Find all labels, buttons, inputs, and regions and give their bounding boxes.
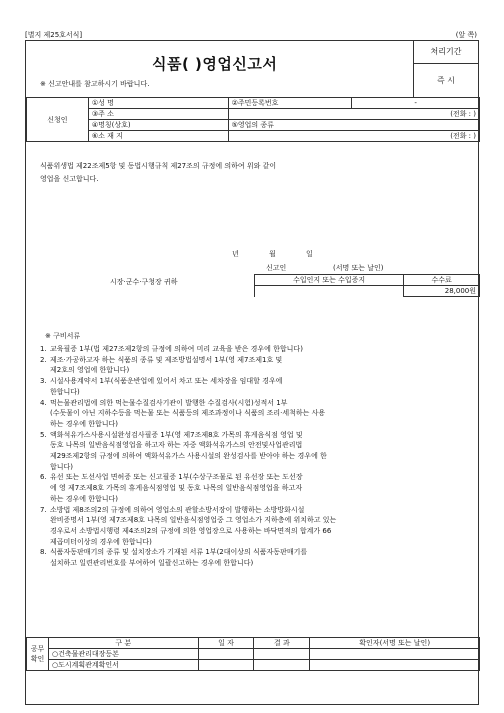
- fee-value: 28,000원: [404, 286, 480, 297]
- form-header: [25, 30, 477, 40]
- location-label: ⑥소 재 지: [88, 131, 228, 142]
- requirements-list: [40, 344, 470, 569]
- official-cell[interactable]: [310, 660, 480, 671]
- location-phone[interactable]: (전화 : ): [228, 131, 479, 142]
- business-name-label: ④명칭(상호): [88, 120, 228, 131]
- form-number: [별지 제25호서식]: [25, 31, 83, 39]
- official-label: 공무 확인: [27, 638, 49, 671]
- fee-table: [254, 274, 480, 297]
- declaration-line-1: 식품위생법 제22조제5항 및 동법시행규칙 제27조의 규정에 의하여 위와 같이: [40, 162, 277, 170]
- requirements-title: ※ 구비서류: [45, 332, 81, 340]
- requirement-item: 6. 유선 또는 도선사업 면허증 또는 신고필증 1부(수상구조물로 된 유선장 또는 도선장 에 영 제7조제8호 가목의 휴게음식점영업 및 동호 나목의 일반음식점영업을 하고자 하는 경우에 한합니다): [40, 473, 303, 503]
- requirement-item: 7. 소방법 제8조의2의 규정에 의하여 영업소의 관할소방서장이 발행하는 소방방화시설 완비증명서 1부(영 제7조제8호 나목의 일반음식점영업중 그 영업소가 지하층에 위치하고 있는 경우로서 소방법시행령 제4조의2의 규정에 의한 영업장으로 사용하는 바닥면적의 합계가 66 제곱미터이상의 경우에 한합니다): [40, 505, 337, 546]
- addressee: 시장·군수·구청장 귀하: [110, 278, 178, 286]
- requirement-item: 5. 액화석유가스사용시설완성검사필증 1부(영 제7조제8호 가목의 휴게음식점 영업 및 동호 나목의 일반음식점영업을 하고자 하는 자중 액화석유가스의 안전및사업관리법 제29조제2항의 규정에 의하여 액화석유가스 사용시설의 완성검사를 받아야 하는 경우에 한 합니다): [40, 430, 327, 471]
- requirement-item: 3. 시설사용계약서 1부(식품운반업에 있어서 차고 또는 세차장을 임대할 경우에 한합니다): [40, 377, 283, 396]
- name-label: ①성 명: [88, 98, 228, 109]
- official-cell[interactable]: [310, 649, 480, 660]
- signature-label: 신고인: [266, 264, 287, 272]
- requirement-item: 1. 교육필증 1부(법 제27조제2항의 규정에 의하여 미리 교육을 받은 경우에 한합니다): [40, 345, 303, 353]
- requirement-item: 4. 먹는물관리법에 의한 먹는물수질검사기관이 발행한 수질검사(시험)성적서 1부 (수돗물이 아닌 지하수등을 먹는물 또는 식품등의 제조과정이나 식품의 조리·세척하는 사용 하는 경우에 한합니다): [40, 398, 326, 428]
- applicant-label: 신청인: [27, 98, 89, 142]
- business-type-label: ⑤영업의 종류: [228, 120, 479, 131]
- page-side: (앞 쪽): [455, 31, 477, 39]
- address-label: ③주 소: [88, 109, 228, 120]
- official-confirmation-table: [26, 637, 480, 671]
- official-cell[interactable]: [254, 649, 310, 660]
- processing-period-label: 처리기간: [414, 41, 478, 64]
- col-date: 일 자: [198, 638, 254, 649]
- date-year: 년: [232, 250, 239, 258]
- fee-label: 수수료: [404, 275, 480, 286]
- guidance-note: ※ 신고안내를 참고하시기 바랍니다.: [40, 80, 150, 88]
- date-line: [232, 249, 341, 259]
- form-frame: [25, 40, 479, 705]
- date-day: 일: [306, 250, 313, 258]
- applicant-table: [26, 97, 480, 142]
- official-cell[interactable]: [198, 649, 254, 660]
- col-result: 결 과: [254, 638, 310, 649]
- title-row: [26, 41, 478, 97]
- address-phone[interactable]: (전화 : ): [228, 109, 479, 120]
- col-division: 구 분: [48, 638, 198, 649]
- stamp-area: [255, 286, 404, 297]
- signature-field[interactable]: (서명 또는 날인): [333, 264, 384, 272]
- requirement-item: 8. 식품자동판매기의 종류 및 설치장소가 기재된 서류 1부(2대이상의 식품자동판매기를 설치하고 일련관리번호를 부여하여 일괄신고하는 경우에 한합니다): [40, 548, 308, 568]
- page-title: 식품( )영업신고서: [152, 55, 278, 73]
- processing-period-value: 즉 시: [437, 76, 455, 85]
- rrn-label: ②주민등록번호: [228, 98, 352, 109]
- official-cell[interactable]: [198, 660, 254, 671]
- official-row-city-plan: ○도시계획관계확인서: [48, 660, 198, 671]
- col-confirmer: 확인자(서명 또는 날인): [310, 638, 480, 649]
- official-row-building-register: ○건축물관리대장등본: [48, 649, 198, 660]
- processing-period-box: [413, 41, 478, 97]
- date-month: 월: [269, 250, 276, 258]
- rrn-field[interactable]: -: [352, 98, 480, 109]
- requirement-item: 2. 제조·가공하고자 하는 식품의 종류 및 제조방법설명서 1부(영 제7조제1호 및 제2호의 영업에 한합니다): [40, 355, 283, 375]
- declaration-line-2: 영업을 신고합니다.: [40, 175, 99, 183]
- stamp-label: 수입인지 또는 수입증지: [255, 275, 404, 286]
- official-cell[interactable]: [254, 660, 310, 671]
- signature-line: [266, 263, 384, 273]
